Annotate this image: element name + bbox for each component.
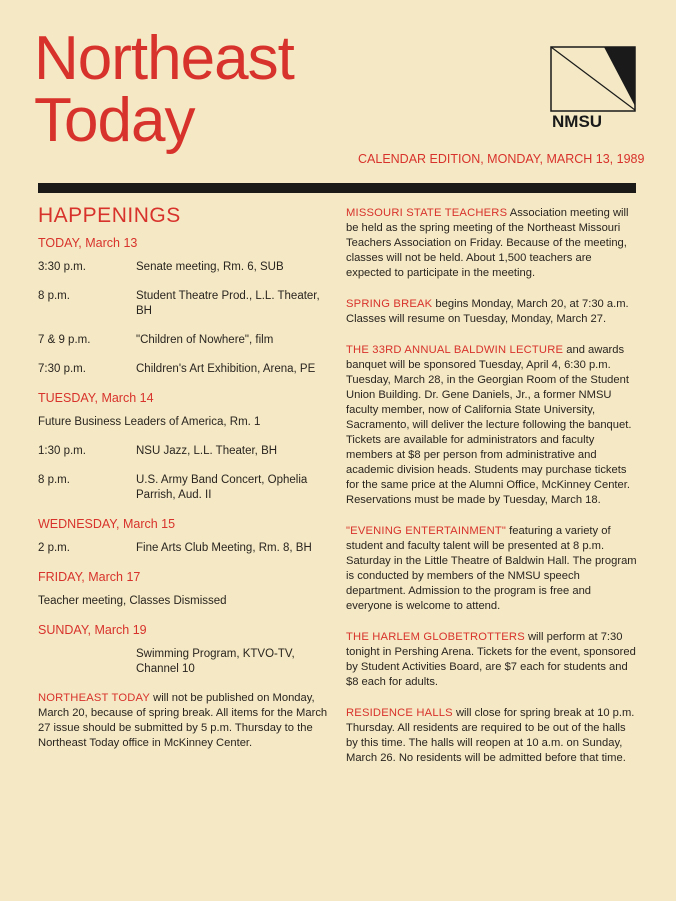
announcement [346,630,638,690]
announcement-head: THE HARLEM GLOBETROTTERS [346,631,525,643]
announcement-head: THE 33RD ANNUAL BALDWIN LECTURE [346,344,564,356]
event-time: 8 p.m. [38,474,70,486]
announcement-body: Association meeting will be held as the spring meeting of the Northeast Missouri Teachers Association on Friday. Because of the meeting, classes will not be held. About 1,500 teachers are expected to participate in the meeting. [346,207,629,279]
event-description: NSU Jazz, L.L. Theater, BH [136,445,278,457]
event-row [38,362,330,377]
masthead-line2: Today [34,86,195,155]
logo-mark-icon [550,46,636,112]
event-row [38,415,330,430]
event-row [38,260,330,275]
left-note-body: will not be published on Monday, March 20, because of spring break. All items for the March 27 issue should be submitted by 5 p.m. Thursday to the Northeast Today office in McKinney Center. [38,692,328,749]
announcement [346,343,638,508]
event-description: Fine Arts Club Meeting, Rm. 8, BH [136,542,312,554]
announcement-head: RESIDENCE HALLS [346,707,453,719]
event-description: Senate meeting, Rm. 6, SUB [136,261,284,273]
event-time [38,647,136,677]
event-description: Children's Art Exhibition, Arena, PE [136,363,316,375]
happenings-column [38,204,330,767]
event-time: 7 & 9 p.m. [38,334,91,346]
event-time: 2 p.m. [38,542,70,554]
announcement [346,297,638,327]
event-description: Swimming Program, KTVO-TV, Channel 10 [136,648,295,675]
masthead-rule [38,183,636,193]
event-time: 7:30 p.m. [38,363,86,375]
event-row [38,594,330,609]
announcement-head: "EVENING ENTERTAINMENT" [346,525,507,537]
left-note-head: NORTHEAST TODAY [38,692,150,704]
event-description: Future Business Leaders of America, Rm. 1 [38,416,261,428]
announcement-body: and awards banquet will be sponsored Tuesday, April 4, 6:30 p.m. Tuesday, March 28, in the Georgian Room of the Student Union Building. Dr. Gene Daniels, Jr., a former NMSU faculty member, now of California State University, Sacramento, will deliver the lecture following the banquet. Tickets are available for administrators and faculty members at $8 per person from administrative and academic division heads. Students may purchase tickets for the same price at the Alumni Office, McKinney Center. Reservations must be made by Tuesday, March 18. [346,344,632,506]
masthead [34,24,294,155]
day-heading: SUNDAY, March 19 [38,623,147,637]
event-row [38,289,330,319]
announcement-body: begins Monday, March 20, at 7:30 a.m. Classes will resume on Tuesday, Monday, March 27. [346,298,629,325]
event-row [38,333,330,348]
masthead-line1: Northeast [34,24,294,93]
event-description: U.S. Army Band Concert, Ophelia Parrish, Aud. II [136,474,308,501]
announcement [346,206,638,281]
day-heading: TODAY, March 13 [38,236,138,250]
event-description: Teacher meeting, Classes Dismissed [38,595,227,607]
event-row [38,541,330,556]
event-time: 8 p.m. [38,290,70,302]
day-heading: WEDNESDAY, March 15 [38,517,176,531]
announcement-body: will close for spring break at 10 p.m. Thursday. All residents are required to be out of the halls by this time. The halls will reopen at 10 a.m. on Sunday, March 26. No residents will be admitted before that time. [346,707,635,764]
event-time: 3:30 p.m. [38,261,86,273]
announcements-column [346,206,638,782]
event-row [38,444,330,459]
announcement [346,524,638,614]
logo-text: NMSU [552,112,603,131]
edition-line: CALENDAR EDITION, MONDAY, MARCH 13, 1989 [358,152,645,166]
announcement-body: featuring a variety of student and faculty talent will be presented at 8 p.m. Saturday in the Little Theatre of Baldwin Hall. The program is conducted by members of the NMSU speech department. Admission to the program is free and everyone is welcome to attend. [346,525,637,612]
day-heading: TUESDAY, March 14 [38,391,154,405]
happenings-days [38,236,330,677]
nmsu-logo [550,46,636,132]
event-row [38,473,330,503]
event-description: Student Theatre Prod., L.L. Theater, BH [136,290,320,317]
announcement-body: will perform at 7:30 tonight in Pershing Arena. Tickets for the event, sponsored by Student Activities Board, are $7 each for students and $8 each for adults. [346,631,636,688]
happenings-title: HAPPENINGS [38,204,181,227]
event-row [38,647,330,677]
announcement-head: MISSOURI STATE TEACHERS [346,207,508,219]
announcement [346,706,638,766]
event-description: "Children of Nowhere", film [136,334,274,346]
announcement-head: SPRING BREAK [346,298,433,310]
left-note [38,691,330,751]
event-time: 1:30 p.m. [38,445,86,457]
day-heading: FRIDAY, March 17 [38,570,141,584]
